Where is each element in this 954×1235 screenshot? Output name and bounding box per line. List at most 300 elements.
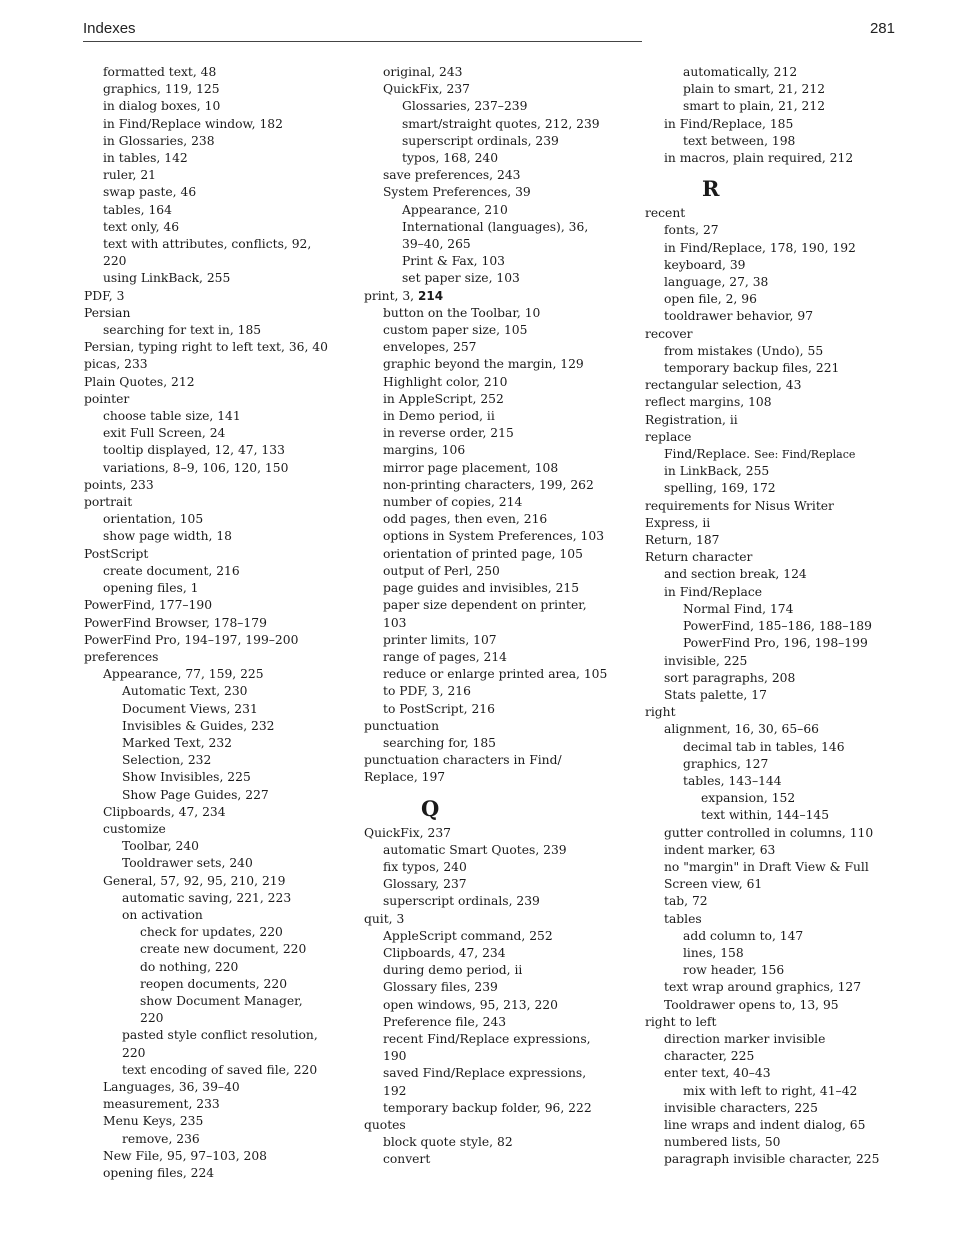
index-entry [84,1045,354,1062]
index-entry [645,308,925,325]
index-entry-text: Glossaries, 237–239 [402,99,528,114]
index-entry-text: PostScript [84,546,149,561]
index-entry [364,167,634,184]
index-entry [645,739,925,756]
index-entry [364,460,634,477]
index-entry-text: New File, 95, 97–103, 208 [103,1148,267,1163]
index-entry [364,339,634,356]
index-entry [84,322,354,339]
index-entry-text: reduce or enlarge printed area, 105 [383,667,608,682]
index-entry [364,1031,634,1048]
index-entry [364,546,634,563]
index-entry [84,167,354,184]
index-entry [84,597,354,614]
index-entry-text: quotes [364,1117,406,1132]
index-entry [84,735,354,752]
index-entry [645,116,925,133]
index-entry-text: temporary backup folder, 96, 222 [383,1100,592,1115]
index-entry-text: PowerFind Pro, 196, 198–199 [683,636,868,651]
index-entry-text: Normal Find, 174 [683,601,794,616]
index-entry-text: Plain Quotes, 212 [84,374,195,389]
index-entry-text: language, 27, 38 [664,275,769,290]
index-see-reference: See: Find/Replace [754,448,856,462]
index-entry-text: recover [645,326,693,341]
index-entry [364,528,634,545]
index-entry [84,133,354,150]
index-entry [364,1083,634,1100]
index-entry-text: Invisibles & Guides, 232 [122,718,275,733]
index-entry [84,64,354,81]
index-entry-text: Return, 187 [645,533,720,548]
index-entry [645,498,925,515]
index-entry [364,876,634,893]
index-entry [645,64,925,81]
index-entry [645,394,925,411]
index-entry-text: in macros, plain required, 212 [664,151,854,166]
index-entry-text: no "margin" in Draft View & Full [664,859,869,874]
index-entry-text: open windows, 95, 213, 220 [383,997,558,1012]
index-column-2 [364,64,634,1169]
index-entry [364,322,634,339]
index-entry-text: graphics, 119, 125 [103,82,220,97]
index-entry [645,515,925,532]
index-entry [645,704,925,721]
index-entry [645,1014,925,1031]
index-entry-text: remove, 236 [122,1131,200,1146]
index-entry [84,649,354,666]
index-entry [84,890,354,907]
index-entry [645,721,925,738]
index-entry-text: punctuation characters in Find/ [364,753,562,768]
index-entry-text: smart to plain, 21, 212 [683,99,826,114]
index-entry [364,979,634,996]
index-entry [645,1151,925,1168]
index-entry [84,546,354,563]
index-entry-text: Clipboards, 47, 234 [383,945,506,960]
index-entry [364,563,634,580]
index-entry [645,876,925,893]
index-entry-text: in LinkBack, 255 [664,464,770,479]
index-entry [84,993,354,1010]
index-entry-text: text within, 144–145 [701,808,830,823]
index-entry [84,632,354,649]
index-entry [84,116,354,133]
index-entry [645,566,925,583]
index-entry-text: searching for, 185 [383,735,497,750]
index-entry-text: convert [383,1152,431,1167]
index-entry [645,653,925,670]
index-entry-text: right to left [645,1014,717,1029]
index-entry [84,202,354,219]
index-entry-text: and section break, 124 [664,567,807,582]
index-entry-text: points, 233 [84,477,154,492]
index-entry [645,240,925,257]
index-entry-text: QuickFix, 237 [383,82,470,97]
index-entry-text: choose table size, 141 [103,409,241,424]
running-header [83,20,895,42]
index-entry-text: PowerFind Pro, 194–197, 199–200 [84,632,299,647]
index-entry-text: lines, 158 [683,945,744,960]
index-entry [84,1027,354,1044]
index-entry-text: Express, ii [645,515,711,530]
index-entry [364,683,634,700]
index-entry-text: in AppleScript, 252 [383,391,504,406]
index-entry-text: pasted style conflict resolution, [122,1028,318,1043]
index-entry [84,1062,354,1079]
index-entry [84,804,354,821]
index-entry-text: Glossary files, 239 [383,980,498,995]
index-entry [84,1131,354,1148]
index-entry [364,825,634,842]
index-entry [84,1096,354,1113]
index-entry-text: expansion, 152 [701,791,796,806]
index-entry-text: on activation [122,907,203,922]
index-entry-text: orientation, 105 [103,512,204,527]
index-entry [364,425,634,442]
index-entry-text: line wraps and indent dialog, 65 [664,1117,866,1132]
index-entry-text: temporary backup files, 221 [664,361,840,376]
index-entry-text: General, 57, 92, 95, 210, 219 [103,873,286,888]
index-letter-heading: R [702,176,720,202]
index-entry [84,150,354,167]
index-entry-text: graphic beyond the margin, 129 [383,357,584,372]
index-entry [364,1065,634,1082]
index-entry-text: preferences [84,649,159,664]
index-entry [645,790,925,807]
index-entry-text: direction marker invisible [664,1031,826,1046]
index-entry [84,615,354,632]
index-entry-text: fix typos, 240 [383,859,467,874]
index-entry-text: numbered lists, 50 [664,1135,781,1150]
index-entry-text: in reverse order, 215 [383,426,514,441]
index-entry-text: in dialog boxes, 10 [103,99,221,114]
index-entry [84,494,354,511]
index-entry [84,442,354,459]
index-entry [84,1010,354,1027]
index-entry [645,150,925,167]
index-entry [84,184,354,201]
index-entry [645,274,925,291]
index-entry [645,532,925,549]
index-entry [645,1100,925,1117]
index-entry-text: pointer [84,391,130,406]
index-entry [364,632,634,649]
index-entry-text: customize [103,821,166,836]
index-entry-text: decimal tab in tables, 146 [683,739,845,754]
index-entry-text: save preferences, 243 [383,168,521,183]
index-entry-text: Document Views, 231 [122,701,258,716]
index-entry-text: tables, 143–144 [683,773,782,788]
index-entry [84,528,354,545]
index-entry-text: Persian [84,305,131,320]
index-entry-text: variations, 8–9, 106, 120, 150 [103,460,289,475]
index-entry-text: AppleScript command, 252 [383,928,553,943]
index-entry [645,205,925,222]
index-entry-text: Return character [645,550,753,565]
index-entry-text: in Find/Replace, 185 [664,116,794,131]
index-entry [84,718,354,735]
index-entry [84,752,354,769]
index-entry [364,1117,634,1134]
index-entry-text: to PostScript, 216 [383,701,495,716]
index-entry [364,98,634,115]
index-entry [84,408,354,425]
index-entry-text: Show Page Guides, 227 [122,787,269,802]
index-entry [84,425,354,442]
index-entry-bold-page: 214 [418,288,444,303]
index-entry [364,735,634,752]
index-entry-text: in tables, 142 [103,151,188,166]
index-entry [84,769,354,786]
index-entry [364,997,634,1014]
index-entry-text: orientation of printed page, 105 [383,546,583,561]
index-entry-text: superscript ordinals, 239 [402,133,559,148]
index-entry-text: right [645,705,676,720]
index-entry-text: Find/Replace. [664,447,755,462]
index-entry-text: Appearance, 210 [402,202,508,217]
index-entry-text: printer limits, 107 [383,632,497,647]
index-entry-text: mix with left to right, 41–42 [683,1083,858,1098]
index-entry [84,270,354,287]
index-entry-text: 220 [122,1045,146,1060]
index-entry-text: paper size dependent on printer, [383,598,587,613]
index-entry-text: measurement, 233 [103,1097,220,1112]
index-entry [645,1083,925,1100]
index-entry-text: original, 243 [383,65,463,79]
index-entry [364,649,634,666]
index-entry-text: do nothing, 220 [140,959,239,974]
index-entry [364,270,634,287]
index-entry-text: Glossary, 237 [383,877,467,892]
index-entry [84,580,354,597]
index-entry [645,687,925,704]
index-entry-text: Preference file, 243 [383,1014,507,1029]
index-entry-text: Tooldrawer opens to, 13, 95 [664,997,839,1012]
index-entry [84,1113,354,1130]
index-entry [364,391,634,408]
index-entry-text: Screen view, 61 [664,877,763,892]
index-entry [364,253,634,270]
index-entry [645,133,925,150]
index-entry [84,98,354,115]
index-entry [364,442,634,459]
index-entry [84,855,354,872]
index-entry [84,1165,354,1182]
index-entry-text: picas, 233 [84,357,148,372]
index-entry [645,257,925,274]
index-entry-text: in Find/Replace [664,584,762,599]
index-entry [645,326,925,343]
index-entry-text: envelopes, 257 [383,340,477,355]
index-entry [84,959,354,976]
index-entry-text: automatically, 212 [683,65,798,79]
index-entry-text: reflect margins, 108 [645,395,772,410]
index-entry-text: tooltip displayed, 12, 47, 133 [103,443,285,458]
index-entry [645,360,925,377]
index-entry-text: graphics, 127 [683,756,769,771]
index-entry [645,446,925,463]
index-entry [84,460,354,477]
index-entry [84,666,354,683]
index-entry [645,1048,925,1065]
index-entry [364,494,634,511]
index-entry [645,1031,925,1048]
index-entry [84,838,354,855]
index-entry [645,601,925,618]
index-entry [364,236,634,253]
index-entry-text: to PDF, 3, 216 [383,684,471,699]
index-entry [645,1117,925,1134]
index-entry-text: Marked Text, 232 [122,735,232,750]
index-entry-text: International (languages), 36, [402,219,589,234]
index-entry [84,563,354,580]
index-entry-text: Show Invisibles, 225 [122,770,251,785]
index-entry [364,928,634,945]
index-entry [364,666,634,683]
index-entry-text: typos, 168, 240 [402,151,499,166]
index-entry [645,584,925,601]
index-entry [645,962,925,979]
index-entry-text: keyboard, 39 [664,257,746,272]
index-entry-text: quit, 3 [364,911,405,926]
index-entry-text: print, 3, [364,288,419,303]
index-entry-text: range of pages, 214 [383,649,508,664]
index-entry [84,976,354,993]
index-entry [645,997,925,1014]
index-entry-text: in Find/Replace, 178, 190, 192 [664,240,856,255]
index-entry-text: Clipboards, 47, 234 [103,804,226,819]
index-entry [84,821,354,838]
index-entry [645,1065,925,1082]
index-entry-text: searching for text in, 185 [103,323,262,338]
index-entry-text: in Find/Replace window, 182 [103,116,283,131]
index-entry-text: plain to smart, 21, 212 [683,82,826,97]
index-entry [645,825,925,842]
index-entry-text: using LinkBack, 255 [103,271,231,286]
index-entry-text: 192 [383,1083,407,1098]
index-entry-text: character, 225 [664,1049,755,1064]
index-entry [364,701,634,718]
index-entry-text: PowerFind Browser, 178–179 [84,615,267,630]
index-entry [84,941,354,958]
index-entry [364,116,634,133]
index-column-3 [645,64,925,1169]
index-entry-text: options in System Preferences, 103 [383,529,605,544]
index-entry [364,1048,634,1065]
index-entry-text: Selection, 232 [122,753,212,768]
index-entry [364,511,634,528]
index-entry-text: Automatic Text, 230 [122,684,248,699]
index-entry-text: rectangular selection, 43 [645,378,802,393]
index-entry-text: automatic Smart Quotes, 239 [383,842,567,857]
index-entry [645,635,925,652]
page-number: 281 [869,20,895,37]
index-entry [364,1014,634,1031]
index-entry [645,618,925,635]
index-entry [645,893,925,910]
index-entry-text: Stats palette, 17 [664,687,767,702]
index-entry-text: punctuation [364,718,439,733]
index-entry [645,291,925,308]
index-entry [84,253,354,270]
index-entry-text: tooldrawer behavior, 97 [664,309,814,324]
index-entry-text: Persian, typing right to left text, 36, 40 [84,340,328,355]
index-entry-text: alignment, 16, 30, 65–66 [664,722,819,737]
index-entry [364,962,634,979]
index-entry-text: during demo period, ii [383,963,523,978]
index-entry-text: show Document Manager, [140,993,303,1008]
index-entry [84,356,354,373]
index-entry-text: reopen documents, 220 [140,976,288,991]
index-entry-text: 220 [140,1011,164,1026]
index-entry [645,756,925,773]
index-entry [645,480,925,497]
index-entry-text: open file, 2, 96 [664,292,757,307]
index-entry-text: odd pages, then even, 216 [383,512,548,527]
index-entry-text: Tooldrawer sets, 240 [122,856,253,871]
index-entry-text: Print & Fax, 103 [402,254,505,269]
index-entry-text: in Demo period, ii [383,409,495,424]
index-entry [84,787,354,804]
index-entry [364,769,634,786]
index-entry [364,408,634,425]
index-entry [364,1151,634,1168]
index-entry [645,412,925,429]
index-entry [645,343,925,360]
index-entry [364,81,634,98]
index-entry [645,979,925,996]
index-entry-text: non-printing characters, 199, 262 [383,477,594,492]
index-entry [84,219,354,236]
index-entry-text: tables, 164 [103,202,172,217]
index-entry-text: block quote style, 82 [383,1135,513,1150]
index-entry-text: ruler, 21 [103,168,156,183]
index-entry-text: swap paste, 46 [103,185,197,200]
index-entry-text: text encoding of saved file, 220 [122,1062,318,1077]
index-entry [364,356,634,373]
index-entry-text: opening files, 1 [103,581,199,596]
index-letter-heading: Q [421,795,440,821]
index-entry [645,222,925,239]
index-entry-text: Highlight color, 210 [383,374,508,389]
index-entry-text: page guides and invisibles, 215 [383,581,580,596]
index-entry [84,81,354,98]
index-entry-text: Replace, 197 [364,770,446,785]
index-entry-text: tables [664,911,702,926]
index-entry [645,549,925,566]
index-entry [364,288,634,305]
index-entry-text: mirror page placement, 108 [383,460,559,475]
index-entry-text: PDF, 3 [84,288,125,303]
index-entry-text: indent marker, 63 [664,842,776,857]
index-entry-text: superscript ordinals, 239 [383,894,540,909]
index-entry-text: Appearance, 77, 159, 225 [103,667,264,682]
index-entry [364,842,634,859]
index-entry [84,391,354,408]
index-entry [364,150,634,167]
index-entry-text: invisible, 225 [664,653,748,668]
index-entry [645,429,925,446]
index-entry-text: automatic saving, 221, 223 [122,890,292,905]
index-entry-text: show page width, 18 [103,529,232,544]
index-entry-text: invisible characters, 225 [664,1100,818,1115]
index-entry-text: sort paragraphs, 208 [664,670,796,685]
index-entry [645,911,925,928]
index-entry-text: replace [645,429,692,444]
index-entry-text: create document, 216 [103,563,240,578]
index-entry [645,842,925,859]
index-entry [364,752,634,769]
